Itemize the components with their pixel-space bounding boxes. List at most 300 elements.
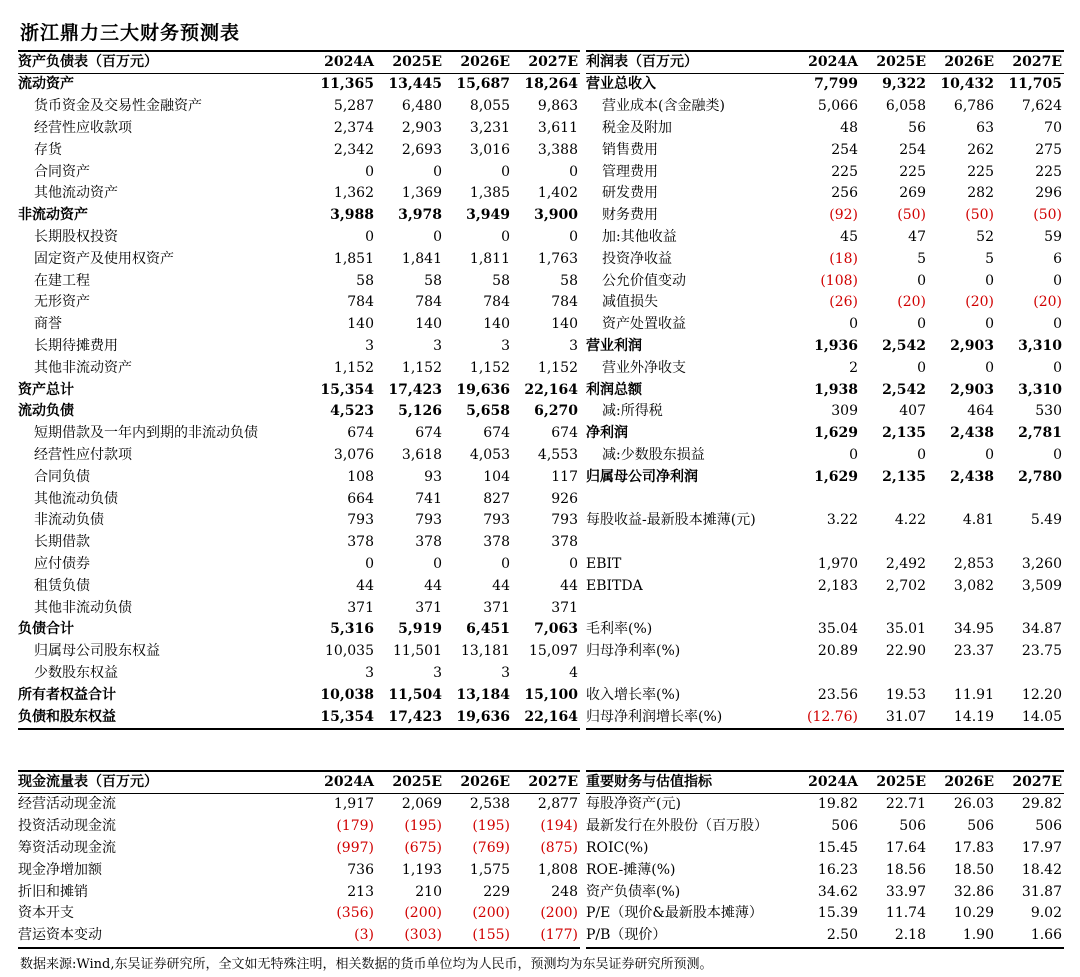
row-label: 销售费用 (602, 141, 658, 158)
row-label: EBITDA (586, 577, 643, 594)
row-label: 投资净收益 (602, 250, 672, 267)
table-row (18, 575, 580, 597)
row-value: 4,553 (537, 446, 578, 463)
table-row (586, 903, 1064, 925)
row-value: 4 (569, 664, 578, 681)
row-value: 22.90 (885, 643, 926, 660)
row-label (586, 597, 792, 619)
row-value: 58 (424, 272, 442, 289)
row-value (860, 597, 928, 619)
row-value: 15,354 (308, 706, 376, 729)
row-label: 折旧和摊销 (18, 883, 88, 900)
table-row (18, 794, 580, 816)
row-value: 1,629 (814, 468, 858, 485)
row-value: 3 (365, 664, 374, 681)
row-value: (50) (897, 207, 926, 224)
row-value: 793 (347, 512, 374, 529)
row-value: 793 (483, 512, 510, 529)
row-value: 736 (347, 861, 374, 878)
year-header: 2024A (308, 51, 376, 74)
table-row (18, 74, 580, 96)
row-value: 248 (551, 883, 578, 900)
row-value: 6,058 (885, 98, 926, 115)
row-value: 5 (917, 250, 926, 267)
row-value: 2,538 (469, 796, 510, 813)
row-value: 1,152 (401, 359, 442, 376)
row-value: 19,636 (456, 381, 510, 398)
row-value: 11,365 (320, 76, 374, 93)
row-value: 213 (347, 883, 374, 900)
table-row (586, 74, 1064, 96)
row-value: 0 (917, 446, 926, 463)
row-value (928, 663, 996, 685)
row-value: 0 (985, 272, 994, 289)
row-label: 归母净利率(%) (586, 643, 681, 660)
row-label: 短期借款及一年内到期的非流动负债 (34, 425, 258, 442)
row-value: 10.29 (953, 905, 994, 922)
table-row (586, 379, 1064, 401)
row-value: 1,152 (469, 359, 510, 376)
table-header-row (586, 51, 1064, 74)
row-label: 每股净资产(元) (586, 796, 681, 813)
row-value: 0 (849, 446, 858, 463)
row-value: (20) (965, 294, 994, 311)
row-label: 营业利润 (586, 337, 642, 354)
row-value: 0 (1053, 272, 1062, 289)
table-row (18, 161, 580, 183)
row-value: 0 (985, 316, 994, 333)
row-value: 0 (569, 228, 578, 245)
year-header: 2026E (444, 771, 512, 794)
row-value: (12.76) (792, 706, 860, 729)
row-value (996, 663, 1064, 685)
key-indicators-table (586, 770, 1064, 949)
row-value: 5,919 (398, 621, 442, 638)
row-value: 44 (492, 577, 510, 594)
row-label: ROIC(%) (586, 839, 649, 856)
row-label: 非流动负债 (34, 512, 104, 529)
data-source-note: 数据来源:Wind,东吴证券研究所，全文如无特殊注明，相关数据的货币单位均为人民币，预测均为东吴证券研究所预测。 (20, 957, 713, 972)
table-row (18, 357, 580, 379)
row-label: 应付债券 (34, 555, 90, 572)
row-label: 存货 (34, 141, 62, 158)
row-label: 公允价值变动 (602, 272, 686, 289)
row-value: 1,763 (537, 250, 578, 267)
year-header: 2025E (860, 771, 928, 794)
row-value: 17,423 (388, 381, 442, 398)
row-value: 664 (347, 490, 374, 507)
row-value: 93 (424, 468, 442, 485)
row-value: (200) (472, 905, 510, 922)
row-label: 租赁负债 (34, 577, 90, 594)
row-value: 741 (415, 490, 442, 507)
row-label: 长期股权投资 (34, 228, 118, 245)
row-value: 35.01 (885, 621, 926, 638)
year-header: 2025E (376, 51, 444, 74)
row-value: 0 (917, 359, 926, 376)
table-row (586, 859, 1064, 881)
row-value: 1,385 (469, 185, 510, 202)
row-label: 资产总计 (18, 381, 74, 398)
row-value (928, 488, 996, 510)
table-row (18, 859, 580, 881)
row-value: (26) (829, 294, 858, 311)
table-row (586, 401, 1064, 423)
row-value: 3,611 (537, 119, 578, 136)
row-value: 371 (551, 599, 578, 616)
row-value: 3,231 (469, 119, 510, 136)
row-value: (356) (336, 905, 374, 922)
table-row (18, 510, 580, 532)
row-value: (50) (1033, 207, 1062, 224)
row-value: 2,903 (401, 119, 442, 136)
table-row (18, 838, 580, 860)
row-value: 34.87 (1021, 621, 1062, 638)
row-value: 3.22 (826, 512, 858, 529)
row-value: 10,038 (320, 686, 374, 703)
row-value (996, 597, 1064, 619)
row-value: 13,181 (461, 643, 510, 660)
row-value: (177) (512, 925, 580, 948)
row-value: 2,693 (401, 141, 442, 158)
row-value: 2,877 (537, 796, 578, 813)
row-value: 793 (551, 512, 578, 529)
year-header: 2027E (512, 51, 580, 74)
table-row (18, 227, 580, 249)
row-label: ROE-摊薄(%) (586, 861, 676, 878)
table-row (586, 183, 1064, 205)
row-value: 31.07 (860, 706, 928, 729)
year-header: 2025E (376, 771, 444, 794)
row-value: 2,903 (950, 337, 994, 354)
row-label: 减:少数股东损益 (602, 446, 705, 463)
row-value: 371 (347, 599, 374, 616)
row-value: 45 (840, 228, 858, 245)
row-label: 税金及附加 (602, 119, 672, 136)
row-value: 10,035 (325, 643, 374, 660)
table-row (586, 445, 1064, 467)
row-value: 11,501 (393, 643, 442, 660)
year-header: 2026E (444, 51, 512, 74)
row-value: (195) (472, 818, 510, 835)
row-label: 毛利率(%) (586, 621, 653, 638)
row-value: 2,492 (885, 555, 926, 572)
row-value: 1.66 (996, 925, 1064, 948)
row-value: 4,053 (469, 446, 510, 463)
row-value: 1,152 (333, 359, 374, 376)
row-label: 其他非流动负债 (34, 599, 132, 616)
table-row (586, 684, 1064, 706)
row-value: 23.56 (817, 686, 858, 703)
row-label: 负债合计 (18, 621, 74, 638)
row-label: 少数股东权益 (34, 664, 118, 681)
row-value: 11,705 (1008, 76, 1062, 93)
table-row (18, 183, 580, 205)
row-value: 784 (483, 294, 510, 311)
table-row (18, 379, 580, 401)
row-value: 371 (415, 599, 442, 616)
row-label: 研发费用 (602, 185, 658, 202)
row-value: 0 (1053, 316, 1062, 333)
table-row (586, 336, 1064, 358)
row-value: 296 (1035, 185, 1062, 202)
row-value: 17.97 (1021, 839, 1062, 856)
row-value: 2,438 (950, 425, 994, 442)
row-label: 经营性应收款项 (34, 119, 132, 136)
row-value: 7,799 (814, 76, 858, 93)
row-value: 2,438 (950, 468, 994, 485)
row-value: 3 (569, 337, 578, 354)
row-value: 1,811 (469, 250, 510, 267)
row-value: 210 (415, 883, 442, 900)
row-value (928, 597, 996, 619)
row-value: 1,917 (333, 796, 374, 813)
row-value: (50) (965, 207, 994, 224)
table-row (586, 314, 1064, 336)
table-row (586, 706, 1064, 729)
row-value: 784 (551, 294, 578, 311)
row-label: 归属母公司净利润 (586, 468, 698, 485)
table-row (586, 118, 1064, 140)
row-label: 管理费用 (602, 163, 658, 180)
table-header-label: 重要财务与估值指标 (586, 771, 792, 794)
table-row (18, 554, 580, 576)
row-value: 58 (492, 272, 510, 289)
row-value: 16.23 (817, 861, 858, 878)
row-value: 32.86 (953, 883, 994, 900)
row-value: (18) (829, 250, 858, 267)
row-value: 5.49 (1030, 512, 1062, 529)
row-value: 22,164 (524, 381, 578, 398)
row-value: (92) (829, 207, 858, 224)
table-row (586, 466, 1064, 488)
table-row (18, 96, 580, 118)
row-value: 2,702 (885, 577, 926, 594)
row-value: 17.83 (953, 839, 994, 856)
row-label: 所有者权益合计 (18, 686, 116, 703)
row-value: 1,152 (537, 359, 578, 376)
row-value: 1,193 (401, 861, 442, 878)
row-value: 17.64 (885, 839, 926, 856)
table-row (586, 838, 1064, 860)
row-label: 财务费用 (602, 207, 658, 224)
row-value: 784 (347, 294, 374, 311)
table-row (18, 706, 580, 729)
row-value: 34.95 (953, 621, 994, 638)
row-value: 0 (917, 272, 926, 289)
row-label: 资产负债率(%) (586, 883, 681, 900)
table-row (586, 554, 1064, 576)
row-value: 26.03 (953, 796, 994, 813)
row-value: 7,624 (1021, 98, 1062, 115)
row-value: 3,260 (1021, 555, 1062, 572)
row-value: 18.50 (953, 861, 994, 878)
row-value: 827 (483, 490, 510, 507)
row-value: (200) (404, 905, 442, 922)
row-value: 19.82 (817, 796, 858, 813)
row-label: 减值损失 (602, 294, 658, 311)
table-header-label: 现金流量表（百万元） (18, 771, 308, 794)
row-value: 140 (483, 316, 510, 333)
table-row (586, 292, 1064, 314)
table-row (18, 248, 580, 270)
row-value: (675) (404, 839, 442, 856)
row-value: 0 (1053, 359, 1062, 376)
table-row (586, 248, 1064, 270)
table-row (586, 532, 1064, 554)
row-value: 2,374 (333, 119, 374, 136)
row-value: 15.45 (817, 839, 858, 856)
row-label: 长期待摊费用 (34, 337, 118, 354)
row-value: 8,055 (469, 98, 510, 115)
row-value: 19,636 (444, 706, 512, 729)
table-row (586, 488, 1064, 510)
row-value: 52 (976, 228, 994, 245)
row-label: 商誉 (34, 316, 62, 333)
row-value: 378 (415, 534, 442, 551)
table-row (18, 881, 580, 903)
row-value: 5,126 (398, 403, 442, 420)
row-label: 负债和股东权益 (18, 706, 308, 729)
row-value: 674 (483, 425, 510, 442)
table-row (586, 357, 1064, 379)
row-value: 5,316 (330, 621, 374, 638)
row-value: 0 (365, 163, 374, 180)
row-label: 资本开支 (18, 905, 74, 922)
row-value: 1,629 (814, 425, 858, 442)
row-value: 15,097 (529, 643, 578, 660)
row-value: 5,287 (333, 98, 374, 115)
row-label: 资产处置收益 (602, 316, 686, 333)
row-value: 0 (1053, 446, 1062, 463)
row-label: 在建工程 (34, 272, 90, 289)
row-value: 0 (433, 555, 442, 572)
row-value: 506 (899, 818, 926, 835)
row-value: 3 (501, 664, 510, 681)
row-value: 6,786 (953, 98, 994, 115)
table-row (586, 663, 1064, 685)
table-row (18, 292, 580, 314)
row-label: 归属母公司股东权益 (34, 643, 160, 660)
row-value: (200) (540, 905, 578, 922)
row-label: 其他流动负债 (34, 490, 118, 507)
row-value: 2,780 (1018, 468, 1062, 485)
row-label: 货币资金及交易性金融资产 (34, 98, 202, 115)
row-value: 12.20 (1021, 686, 1062, 703)
row-value: 117 (551, 468, 578, 485)
row-value: 275 (1035, 141, 1062, 158)
row-value: 2,542 (882, 381, 926, 398)
row-value: 378 (551, 534, 578, 551)
row-value: 0 (501, 228, 510, 245)
table-row (18, 336, 580, 358)
row-value: 784 (415, 294, 442, 311)
row-value: 11.74 (885, 905, 926, 922)
row-value: (20) (1033, 294, 1062, 311)
row-value: 14.05 (996, 706, 1064, 729)
row-value: 506 (1035, 818, 1062, 835)
row-value: 58 (356, 272, 374, 289)
table-row (18, 488, 580, 510)
row-label: 流动负债 (18, 403, 74, 420)
row-value: 13,184 (456, 686, 510, 703)
row-value: 20.89 (817, 643, 858, 660)
row-label: 归母净利润增长率(%) (586, 706, 792, 729)
row-value: 19.53 (885, 686, 926, 703)
row-value: 254 (899, 141, 926, 158)
table-row (18, 401, 580, 423)
table-row (18, 423, 580, 445)
row-value: 5,658 (466, 403, 510, 420)
row-value: 34.62 (817, 883, 858, 900)
row-value: 59 (1044, 228, 1062, 245)
row-label: EBIT (586, 555, 622, 572)
row-value: 3,900 (534, 207, 578, 224)
row-value: 56 (908, 119, 926, 136)
row-value: 506 (831, 818, 858, 835)
row-value: 11,504 (388, 686, 442, 703)
row-label: 流动资产 (18, 76, 74, 93)
row-value: 2,135 (882, 425, 926, 442)
table-row (18, 205, 580, 227)
table-header-row (18, 771, 580, 794)
row-value: 1,841 (401, 250, 442, 267)
row-value: 140 (551, 316, 578, 333)
row-value: 13,445 (388, 76, 442, 93)
row-value: 2 (849, 359, 858, 376)
row-value: 3,509 (1021, 577, 1062, 594)
row-value: 5 (985, 250, 994, 267)
row-value: (3) (308, 925, 376, 948)
row-value: 2,903 (950, 381, 994, 398)
row-label: 投资活动现金流 (18, 818, 116, 835)
row-value (792, 597, 860, 619)
row-value: 0 (501, 555, 510, 572)
row-value: 6,270 (534, 403, 578, 420)
row-value: 309 (831, 403, 858, 420)
row-label: 最新发行在外股份（百万股） (586, 818, 768, 835)
row-value: 674 (347, 425, 374, 442)
row-value: 104 (483, 468, 510, 485)
row-value: (195) (404, 818, 442, 835)
table-row (18, 314, 580, 336)
row-value: 674 (415, 425, 442, 442)
row-value: 14.19 (928, 706, 996, 729)
row-value (996, 488, 1064, 510)
table-row (18, 445, 580, 467)
row-value: 44 (356, 577, 374, 594)
row-value: 3 (433, 337, 442, 354)
row-value: 225 (831, 163, 858, 180)
row-label: 加:其他收益 (602, 228, 677, 245)
row-value: 378 (347, 534, 374, 551)
table-header-row (18, 51, 580, 74)
row-value (996, 532, 1064, 554)
row-value: 0 (365, 555, 374, 572)
cash-flow-table (18, 770, 580, 949)
table-header-row (586, 771, 1064, 794)
row-value: 256 (831, 185, 858, 202)
table-header-label: 利润表（百万元） (586, 51, 792, 74)
row-label: 每股收益-最新股本摊薄(元) (586, 512, 756, 529)
row-value (792, 663, 860, 685)
table-row (18, 139, 580, 161)
row-label: 营业成本(含金融类) (602, 98, 725, 115)
table-row (586, 161, 1064, 183)
row-value: 1,936 (814, 337, 858, 354)
row-label: 非流动资产 (18, 207, 88, 224)
row-value: 58 (560, 272, 578, 289)
